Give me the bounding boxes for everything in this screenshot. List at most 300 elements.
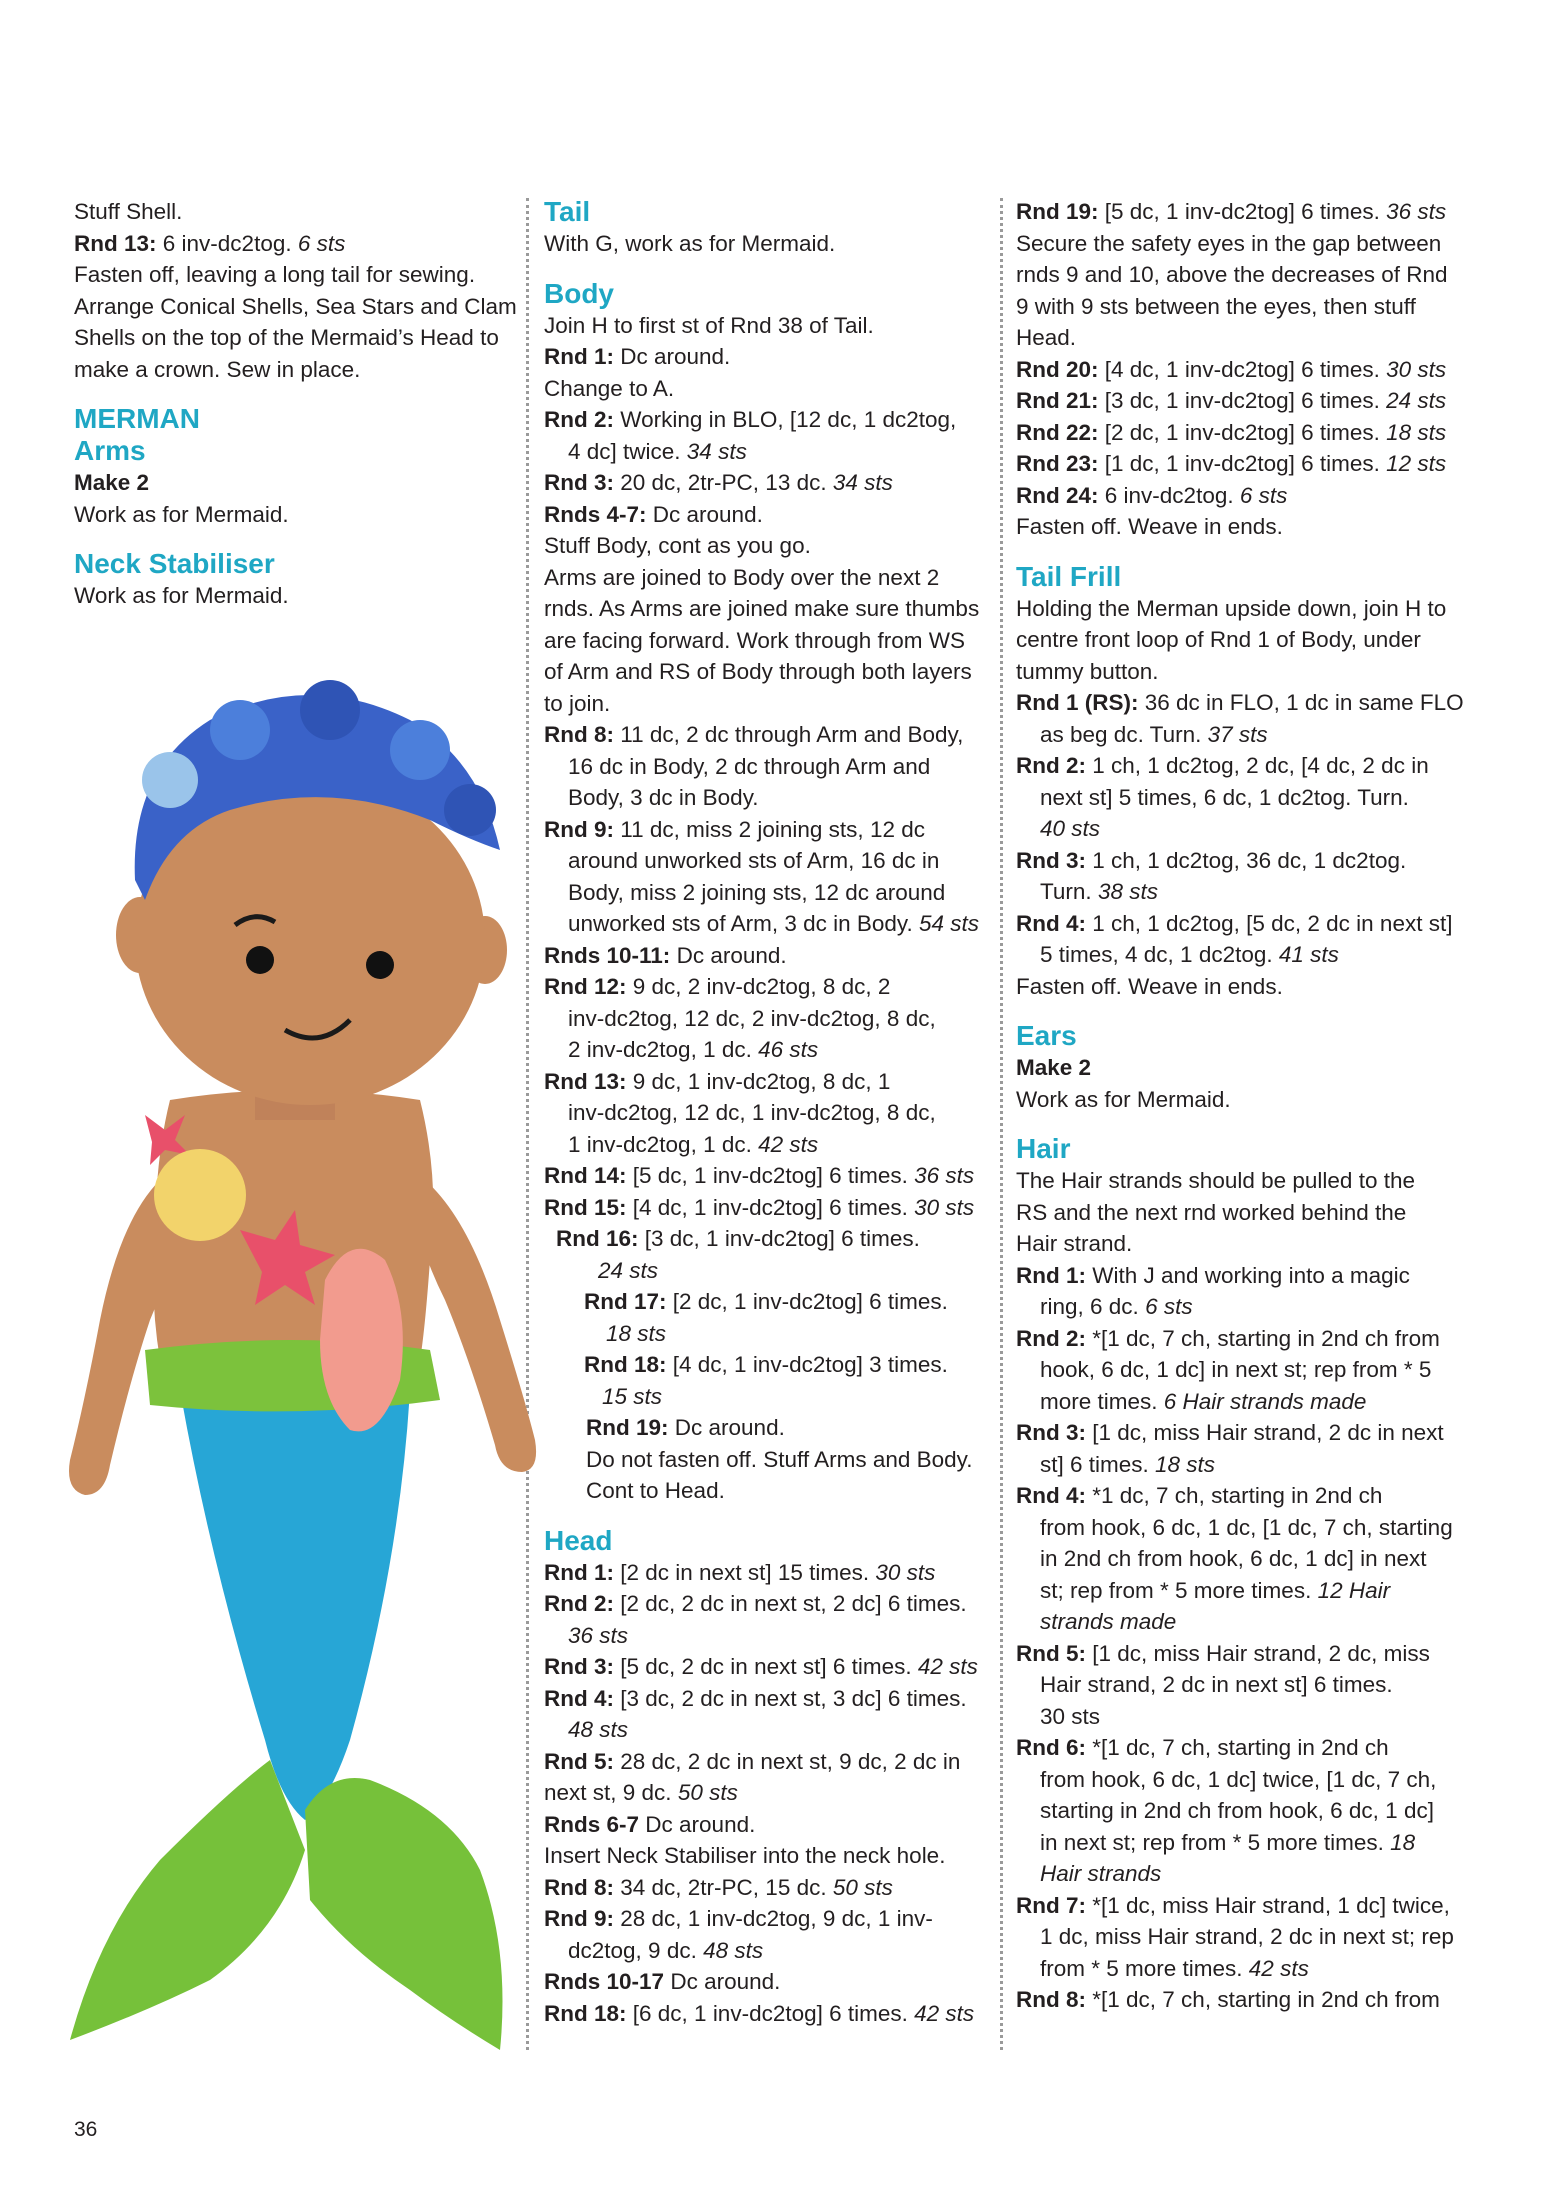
round-label: Rnd 23: xyxy=(1016,451,1099,476)
text-line xyxy=(544,404,994,436)
instruction-text: [1 dc, 1 inv-dc2tog] 6 times. xyxy=(1098,451,1387,476)
text-line-indented xyxy=(1016,1827,1486,1859)
text-line-indented xyxy=(1016,1386,1486,1418)
text-line-indented xyxy=(544,908,994,940)
instruction-text: inv-dc2tog, 12 dc, 2 inv-dc2tog, 8 dc, xyxy=(568,1005,936,1031)
spacer xyxy=(544,260,994,278)
instruction-text: make a crown. Sew in place. xyxy=(74,356,361,382)
instruction-text: [3 dc, 2 dc in next st, 3 dc] 6 times. xyxy=(614,1685,967,1711)
stitch-count: 38 sts xyxy=(1097,879,1158,904)
text-line xyxy=(544,814,994,846)
text-line xyxy=(544,625,994,657)
text-line xyxy=(1016,1638,1486,1670)
instruction-text: [4 dc, 1 inv-dc2tog] 6 times. xyxy=(626,1194,915,1220)
text-line xyxy=(1016,1165,1486,1197)
stitch-count: 6 Hair strands made xyxy=(1163,1388,1367,1414)
instruction-text: rnds. As Arms are joined make sure thumbs xyxy=(544,596,980,621)
text-line xyxy=(544,373,994,405)
instruction-text: to join. xyxy=(544,690,611,716)
text-line-indented xyxy=(544,1129,994,1161)
text-line-indented xyxy=(1016,1354,1486,1386)
instruction-text: Cont to Head. xyxy=(586,1478,725,1503)
text-line-indented xyxy=(1016,1575,1486,1607)
text-line xyxy=(1016,291,1486,323)
text-line xyxy=(544,1966,994,1998)
stitch-count: 36 sts xyxy=(914,1163,975,1188)
instruction-text: Dc around. xyxy=(668,1415,785,1440)
instruction-text: of Arm and RS of Body through both layers xyxy=(544,659,972,684)
instruction-text: Body, miss 2 joining sts, 12 dc around xyxy=(568,879,946,905)
stitch-count: 42 sts xyxy=(1248,1955,1309,1981)
stitch-count: 18 sts xyxy=(1155,1451,1216,1477)
text-line xyxy=(544,1777,994,1809)
text-line xyxy=(1016,1480,1486,1512)
round-label: Rnd 17: xyxy=(584,1289,667,1314)
text-line-indented xyxy=(544,845,994,877)
round-label: Make 2 xyxy=(1016,1055,1092,1080)
instruction-text: Turn. xyxy=(1040,879,1098,904)
round-label: Rnd 9: xyxy=(544,1906,614,1931)
round-label: Rnd 18: xyxy=(584,1352,667,1377)
text-line-indented xyxy=(544,1444,994,1476)
text-line xyxy=(74,228,514,260)
text-line xyxy=(74,580,514,612)
instruction-text: [2 dc in next st] 15 times. xyxy=(614,1559,876,1585)
text-line xyxy=(74,196,514,228)
instruction-text: *[1 dc, 7 ch, starting in 2nd ch from xyxy=(1086,1987,1440,2012)
text-line-indented xyxy=(1016,876,1486,908)
stitch-count: 54 sts xyxy=(919,911,980,936)
stitch-count: Hair strands xyxy=(1040,1861,1162,1886)
text-line xyxy=(1016,1228,1486,1260)
section-heading: Head xyxy=(544,1524,613,1556)
round-label: Rnd 3: xyxy=(1016,847,1086,873)
stitch-count: 30 sts xyxy=(1386,356,1447,382)
round-label: Make 2 xyxy=(74,470,150,495)
round-label: Rnd 22: xyxy=(1016,419,1099,445)
instruction-text: tummy button. xyxy=(1016,658,1159,684)
instruction-text: 6 inv-dc2tog. xyxy=(156,230,298,256)
round-label: Rnd 5: xyxy=(544,1748,614,1774)
column-right xyxy=(1016,196,1486,2016)
text-line xyxy=(1016,1890,1486,1922)
stitch-count: 15 sts xyxy=(602,1383,663,1409)
instruction-text: are facing forward. Work through from WS xyxy=(544,627,965,653)
round-label: Rnd 15: xyxy=(544,1194,627,1220)
instruction-text: Dc around. xyxy=(614,344,731,369)
instruction-text: The Hair strands should be pulled to the xyxy=(1016,1168,1415,1193)
instruction-text: With G, work as for Mermaid. xyxy=(544,231,836,256)
text-line-indented xyxy=(544,1223,994,1255)
text-line-indented xyxy=(1016,1669,1486,1701)
round-label: Rnd 3: xyxy=(544,1654,614,1679)
instruction-text: 4 dc] twice. xyxy=(568,438,687,464)
instruction-text: from hook, 6 dc, 1 dc, [1 dc, 7 ch, starting xyxy=(1040,1514,1453,1540)
text-line-indented xyxy=(544,1286,994,1318)
stitch-count: 34 sts xyxy=(686,438,747,464)
round-label: Rnd 2: xyxy=(1016,1325,1086,1351)
stitch-count: 40 sts xyxy=(1040,816,1101,841)
text-line xyxy=(74,354,514,386)
instruction-text: *[1 dc, 7 ch, starting in 2nd ch from xyxy=(1086,1325,1440,1351)
spacer xyxy=(544,1507,994,1525)
text-line xyxy=(1016,417,1486,449)
spacer xyxy=(1016,543,1486,561)
text-line xyxy=(1016,687,1486,719)
text-line-indented xyxy=(1016,1543,1486,1575)
text-line xyxy=(1016,1323,1486,1355)
instruction-text: 5 times, 4 dc, 1 dc2tog. xyxy=(1040,942,1279,967)
instruction-text: as beg dc. Turn. xyxy=(1040,721,1208,747)
text-line xyxy=(1016,511,1486,543)
text-line xyxy=(1016,228,1486,260)
instruction-text: 9 with 9 sts between the eyes, then stuff xyxy=(1016,293,1416,319)
instruction-text: Work as for Mermaid. xyxy=(74,583,289,608)
instruction-text: in next st; rep from * 5 more times. xyxy=(1040,1829,1391,1855)
instruction-text: [4 dc, 1 inv-dc2tog] 3 times. xyxy=(666,1352,948,1377)
doll-right-arm xyxy=(415,1180,536,1472)
section-heading: Tail xyxy=(544,196,591,227)
text-line-indented xyxy=(1016,939,1486,971)
round-label: Rnd 20: xyxy=(1016,356,1099,382)
instruction-text: With J and working into a magic xyxy=(1086,1262,1410,1288)
round-label: Rnd 19: xyxy=(586,1415,669,1440)
instruction-text: 34 dc, 2tr-PC, 15 dc. xyxy=(614,1874,833,1900)
instruction-text: 36 dc in FLO, 1 dc in same FLO xyxy=(1138,690,1464,715)
text-line xyxy=(1016,908,1486,940)
instruction-text: starting in 2nd ch from hook, 6 dc, 1 dc] xyxy=(1040,1798,1434,1823)
instruction-text: 1 ch, 1 dc2tog, 2 dc, [4 dc, 2 dc in xyxy=(1086,753,1429,778)
instruction-text: st] 6 times. xyxy=(1040,1451,1156,1477)
text-line-indented xyxy=(544,1475,994,1507)
instruction-text: inv-dc2tog, 12 dc, 1 inv-dc2tog, 8 dc, xyxy=(568,1100,936,1125)
instruction-text: ring, 6 dc. xyxy=(1040,1294,1146,1319)
instruction-text: in 2nd ch from hook, 6 dc, 1 dc] in next xyxy=(1040,1546,1427,1571)
stitch-count: 24 sts xyxy=(598,1257,659,1283)
round-label: Rnd 12: xyxy=(544,974,627,999)
text-line-indented xyxy=(1016,1921,1486,1953)
instruction-text: [5 dc, 1 inv-dc2tog] 6 times. xyxy=(1098,199,1387,224)
instruction-text: [5 dc, 2 dc in next st] 6 times. xyxy=(614,1654,918,1679)
instruction-text: from * 5 more times. xyxy=(1040,1955,1249,1981)
text-line-indented xyxy=(544,1255,994,1287)
spacer xyxy=(74,385,514,403)
instruction-text: 1 ch, 1 dc2tog, 36 dc, 1 dc2tog. xyxy=(1086,847,1407,873)
text-line xyxy=(544,499,994,531)
instruction-text: 28 dc, 1 inv-dc2tog, 9 dc, 1 inv- xyxy=(614,1906,933,1931)
page-number: 36 xyxy=(74,2118,98,2141)
text-line xyxy=(544,971,994,1003)
stitch-count: 18 sts xyxy=(606,1320,667,1346)
instruction-text: 11 dc, miss 2 joining sts, 12 dc xyxy=(614,816,925,842)
stitch-count: 24 sts xyxy=(1386,388,1447,413)
text-line-indented xyxy=(1016,1795,1486,1827)
text-line-indented xyxy=(1016,782,1486,814)
text-line xyxy=(544,562,994,594)
text-line xyxy=(544,1557,994,1589)
text-line-indented xyxy=(544,1412,994,1444)
text-line-indented xyxy=(1016,1512,1486,1544)
instruction-text: Secure the safety eyes in the gap between xyxy=(1016,230,1442,256)
doll-eye-left xyxy=(246,946,274,974)
instruction-text: [4 dc, 1 inv-dc2tog] 6 times. xyxy=(1098,356,1387,382)
instruction-text: [1 dc, miss Hair strand, 2 dc in next xyxy=(1086,1420,1444,1445)
instruction-text: [2 dc, 2 dc in next st, 2 dc] 6 times. xyxy=(614,1591,967,1616)
text-line xyxy=(1016,1197,1486,1229)
instruction-text: Working in BLO, [12 dc, 1 dc2tog, xyxy=(614,407,957,432)
round-label: Rnd 3: xyxy=(1016,1420,1086,1445)
instruction-text: Holding the Merman upside down, join H to xyxy=(1016,595,1447,621)
text-line-indented xyxy=(544,1935,994,1967)
spacer xyxy=(1016,1002,1486,1020)
text-line-indented xyxy=(544,1097,994,1129)
instruction-text: *1 dc, 7 ch, starting in 2nd ch xyxy=(1086,1483,1383,1508)
round-label: Rnd 13: xyxy=(74,230,157,256)
instruction-text: [6 dc, 1 inv-dc2tog] 6 times. xyxy=(626,2000,915,2026)
text-line xyxy=(544,1192,994,1224)
round-label: Rnd 8: xyxy=(544,1874,614,1900)
round-label: Rnd 8: xyxy=(1016,1987,1086,2012)
section-heading: Arms xyxy=(74,435,146,466)
text-line-indented xyxy=(1016,1764,1486,1796)
doll-eye-right xyxy=(366,951,394,979)
instruction-text: 20 dc, 2tr-PC, 13 dc. xyxy=(614,470,833,495)
round-label: Rnds 10-17 xyxy=(544,1969,665,1994)
stitch-count: 34 sts xyxy=(832,470,893,495)
round-label: Rnd 5: xyxy=(1016,1640,1086,1666)
round-label: Rnd 4: xyxy=(544,1685,614,1711)
instruction-text: Dc around. xyxy=(646,501,763,527)
column-middle xyxy=(544,196,994,2029)
text-line xyxy=(544,228,994,260)
stitch-count: 50 sts xyxy=(677,1780,738,1805)
section-heading: Neck Stabiliser xyxy=(74,548,275,579)
text-line xyxy=(1016,845,1486,877)
instruction-text: [1 dc, miss Hair strand, 2 dc, miss xyxy=(1086,1640,1430,1666)
text-line xyxy=(1016,1260,1486,1292)
spacer xyxy=(74,530,514,548)
instruction-text: dc2tog, 9 dc. xyxy=(568,1937,704,1963)
stitch-count: 6 sts xyxy=(1239,482,1288,508)
round-label: Rnds 6-7 xyxy=(544,1811,640,1837)
text-line xyxy=(1016,971,1486,1003)
round-label: Rnd 19: xyxy=(1016,199,1099,224)
instruction-text: Arrange Conical Shells, Sea Stars and Clam xyxy=(74,293,517,319)
round-label: Rnd 6: xyxy=(1016,1735,1086,1760)
text-line xyxy=(1016,196,1486,228)
doll-tail-fin-right xyxy=(305,1778,503,2050)
text-line-indented xyxy=(544,1381,994,1413)
instruction-text: 6 inv-dc2tog. xyxy=(1098,482,1240,508)
round-label: Rnd 1: xyxy=(544,1559,614,1585)
text-line xyxy=(1016,322,1486,354)
text-line xyxy=(544,467,994,499)
instruction-text: Stuff Body, cont as you go. xyxy=(544,533,811,558)
text-line xyxy=(1016,1417,1486,1449)
section-heading: MERMAN xyxy=(74,403,200,434)
instruction-text: Hair strand. xyxy=(1016,1231,1133,1256)
text-line xyxy=(1016,1732,1486,1764)
instruction-text: 30 sts xyxy=(1040,1703,1101,1729)
text-line-indented xyxy=(544,782,994,814)
instruction-text: 2 inv-dc2tog, 1 dc. xyxy=(568,1037,759,1062)
text-line xyxy=(1016,593,1486,625)
stitch-count: 6 sts xyxy=(1145,1294,1193,1319)
text-line-indented xyxy=(544,1318,994,1350)
text-line-indented xyxy=(544,1620,994,1652)
instruction-text: Body, 3 dc in Body. xyxy=(568,785,759,810)
instruction-text: hook, 6 dc, 1 dc] in next st; rep from * 5 xyxy=(1040,1357,1432,1382)
round-label: Rnds 10-11: xyxy=(544,942,671,968)
stitch-count: 41 sts xyxy=(1278,942,1339,967)
instruction-text: [3 dc, 1 inv-dc2tog] 6 times. xyxy=(638,1226,920,1251)
text-line-indented xyxy=(1016,1858,1486,1890)
section-heading: Hair xyxy=(1016,1133,1071,1164)
column-divider-right xyxy=(1000,198,1003,2050)
text-line xyxy=(544,1588,994,1620)
text-line-indented xyxy=(544,877,994,909)
instruction-text: Fasten off. Weave in ends. xyxy=(1016,514,1283,539)
instruction-text: 11 dc, 2 dc through Arm and Body, xyxy=(614,722,964,747)
text-line xyxy=(544,1903,994,1935)
text-line-indented xyxy=(1016,719,1486,751)
section-heading: Ears xyxy=(1016,1020,1077,1051)
round-label: Rnd 4: xyxy=(1016,1483,1086,1508)
instruction-text: Work as for Mermaid. xyxy=(74,501,289,527)
text-line xyxy=(74,499,514,531)
text-line xyxy=(74,291,517,323)
instruction-text: rnds 9 and 10, above the decreases of Rnd xyxy=(1016,262,1448,287)
text-line xyxy=(544,1651,994,1683)
instruction-text: st; rep from * 5 more times. xyxy=(1040,1577,1318,1603)
text-line-indented xyxy=(544,1349,994,1381)
text-line xyxy=(74,467,514,499)
instruction-text: next st, 9 dc. xyxy=(544,1780,678,1805)
stitch-count: 12 Hair xyxy=(1317,1577,1391,1603)
instruction-text: Fasten off, leaving a long tail for sewing. xyxy=(74,262,476,287)
round-label: Rnd 3: xyxy=(544,470,614,495)
text-line xyxy=(544,719,994,751)
stitch-count: 42 sts xyxy=(917,1654,978,1679)
text-line xyxy=(1016,354,1486,386)
text-line xyxy=(1016,259,1486,291)
text-line-indented xyxy=(1016,1449,1486,1481)
instruction-text: [5 dc, 1 inv-dc2tog] 6 times. xyxy=(626,1163,915,1188)
instruction-text: Join H to first st of Rnd 38 of Tail. xyxy=(544,312,874,338)
instruction-text: Do not fasten off. Stuff Arms and Body. xyxy=(586,1446,973,1472)
instruction-text: Change to A. xyxy=(544,375,675,401)
instruction-text: *[1 dc, miss Hair strand, 1 dc] twice, xyxy=(1086,1892,1450,1918)
text-line xyxy=(544,1809,994,1841)
stitch-count: 50 sts xyxy=(832,1874,893,1900)
instruction-text: Shells on the top of the Mermaid’s Head to xyxy=(74,325,499,350)
doll-tail-fin-left xyxy=(70,1760,305,2040)
instruction-text: unworked sts of Arm, 3 dc in Body. xyxy=(568,911,919,936)
instruction-text: [2 dc, 1 inv-dc2tog] 6 times. xyxy=(666,1289,948,1314)
instruction-text: Hair strand, 2 dc in next st] 6 times. xyxy=(1040,1672,1393,1697)
text-line-indented xyxy=(544,1714,994,1746)
instruction-text: Work as for Mermaid. xyxy=(1016,1086,1231,1112)
stitch-count: 6 sts xyxy=(297,230,346,256)
instruction-text: [3 dc, 1 inv-dc2tog] 6 times. xyxy=(1098,388,1387,413)
instruction-text: 28 dc, 2 dc in next st, 9 dc, 2 dc in xyxy=(614,1748,961,1774)
section-heading: Tail Frill xyxy=(1016,560,1122,592)
instruction-text: Dc around. xyxy=(639,1811,756,1837)
text-line xyxy=(74,259,514,291)
text-line xyxy=(544,310,994,342)
round-label: Rnd 24: xyxy=(1016,482,1099,508)
text-line xyxy=(74,322,514,354)
text-line xyxy=(544,940,994,972)
text-line-indented xyxy=(544,751,994,783)
text-line-indented xyxy=(544,1003,994,1035)
round-label: Rnd 16: xyxy=(556,1226,639,1251)
section-heading: Body xyxy=(544,277,614,309)
stitch-count: 12 sts xyxy=(1386,451,1447,476)
round-label: Rnd 7: xyxy=(1016,1892,1086,1918)
stitch-count: 42 sts xyxy=(914,2000,975,2026)
round-label: Rnd 9: xyxy=(544,816,614,842)
instruction-text: Insert Neck Stabiliser into the neck hole. xyxy=(544,1843,946,1868)
text-line xyxy=(1016,656,1486,688)
text-line xyxy=(544,1840,994,1872)
text-line xyxy=(1016,448,1486,480)
round-label: Rnds 4-7: xyxy=(544,501,647,527)
round-label: Rnd 2: xyxy=(1016,753,1086,778)
round-label: Rnd 2: xyxy=(544,407,614,432)
stitch-count: 18 sts xyxy=(1386,419,1447,445)
instruction-text: Dc around. xyxy=(664,1969,781,1994)
doll-clam-shell xyxy=(154,1149,246,1241)
text-line xyxy=(544,530,994,562)
text-line xyxy=(544,1746,994,1778)
instruction-text: Head. xyxy=(1016,325,1077,350)
round-label: Rnd 13: xyxy=(544,1068,627,1094)
instruction-text: next st] 5 times, 6 dc, 1 dc2tog. Turn. xyxy=(1040,784,1409,810)
doll-tail xyxy=(180,1390,410,1820)
round-label: Rnd 8: xyxy=(544,722,614,747)
text-line xyxy=(1016,624,1486,656)
round-label: Rnd 2: xyxy=(544,1591,614,1616)
spacer xyxy=(1016,1115,1486,1133)
instruction-text: more times. xyxy=(1040,1388,1164,1414)
text-line xyxy=(1016,1084,1486,1116)
text-line xyxy=(1016,1984,1486,2016)
stitch-count: 36 sts xyxy=(568,1622,629,1648)
text-line xyxy=(544,593,994,625)
instruction-text: *[1 dc, 7 ch, starting in 2nd ch xyxy=(1086,1735,1389,1760)
instruction-text: Stuff Shell. xyxy=(74,199,183,224)
instruction-text: 1 dc, miss Hair strand, 2 dc in next st; rep xyxy=(1040,1924,1454,1949)
instruction-text: [2 dc, 1 inv-dc2tog] 6 times. xyxy=(1098,419,1387,445)
text-line-indented xyxy=(544,1034,994,1066)
stitch-count: 37 sts xyxy=(1207,721,1268,747)
stitch-count: 46 sts xyxy=(758,1037,819,1062)
round-label: Rnd 1: xyxy=(544,344,614,369)
stitch-count: strands made xyxy=(1040,1609,1177,1634)
stitch-count: 36 sts xyxy=(1386,199,1447,224)
stitch-count: 48 sts xyxy=(703,1937,764,1963)
stitch-count: 48 sts xyxy=(568,1717,629,1742)
stitch-count: 30 sts xyxy=(914,1194,975,1220)
instruction-text: around unworked sts of Arm, 16 dc in xyxy=(568,848,940,873)
instruction-text: 1 ch, 1 dc2tog, [5 dc, 2 dc in next st] xyxy=(1086,910,1453,936)
text-line-indented xyxy=(1016,1701,1486,1733)
instruction-text: Arms are joined to Body over the next 2 xyxy=(544,564,940,590)
text-line-indented xyxy=(544,436,994,468)
merman-doll-image xyxy=(30,660,550,2080)
instruction-text: Fasten off. Weave in ends. xyxy=(1016,973,1283,999)
